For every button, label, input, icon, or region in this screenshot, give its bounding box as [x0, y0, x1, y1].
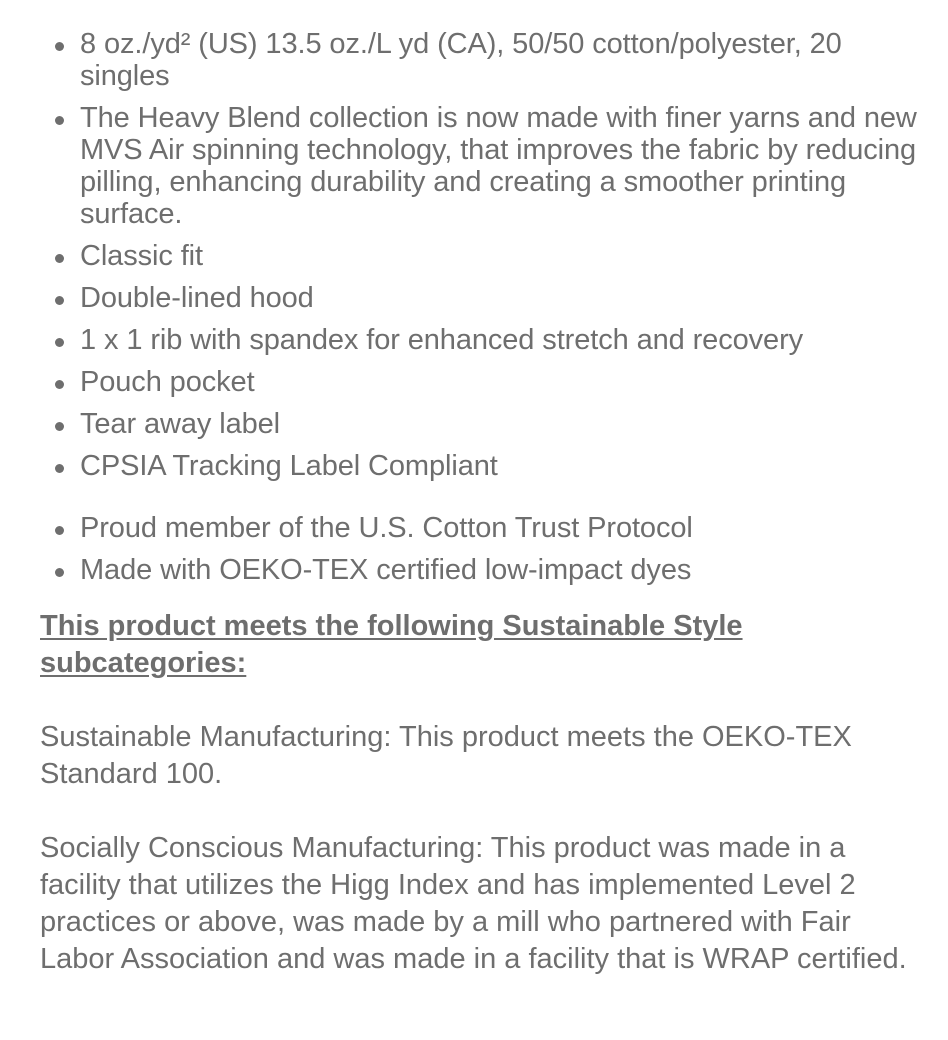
list-item: 8 oz./yd² (US) 13.5 oz./L yd (CA), 50/50 cotton/polyester, 20 singles — [40, 28, 930, 92]
list-item: Pouch pocket — [40, 366, 930, 398]
list-item: Proud member of the U.S. Cotton Trust Protocol — [40, 512, 930, 544]
sustainability-heading: This product meets the following Sustainable Style subcategories: — [40, 610, 743, 679]
social-manufacturing-text: Socially Conscious Manufacturing: This product was made in a facility that utilizes the Higg Index and has implemented Level 2 practices or above, was made by a mill who partnered with Fair Labor Association and was made in a facility that is WRAP certified. — [40, 832, 907, 975]
list-item: Classic fit — [40, 240, 930, 272]
list-item: Tear away label — [40, 408, 930, 440]
product-description — [40, 28, 930, 978]
list-item: CPSIA Tracking Label Compliant — [40, 450, 930, 482]
sustainable-manufacturing-text: Sustainable Manufacturing: This product meets the OEKO-TEX Standard 100. — [40, 721, 852, 790]
list-item: Made with OEKO-TEX certified low-impact dyes — [40, 554, 930, 586]
list-item: Double-lined hood — [40, 282, 930, 314]
list-item: The Heavy Blend collection is now made with finer yarns and new MVS Air spinning technology, that improves the fabric by reducing pilling, enhancing durability and creating a smoother printing surface. — [40, 102, 930, 230]
feature-list-primary — [40, 28, 930, 482]
list-item: 1 x 1 rib with spandex for enhanced stretch and recovery — [40, 324, 930, 356]
feature-list-secondary — [40, 512, 930, 586]
